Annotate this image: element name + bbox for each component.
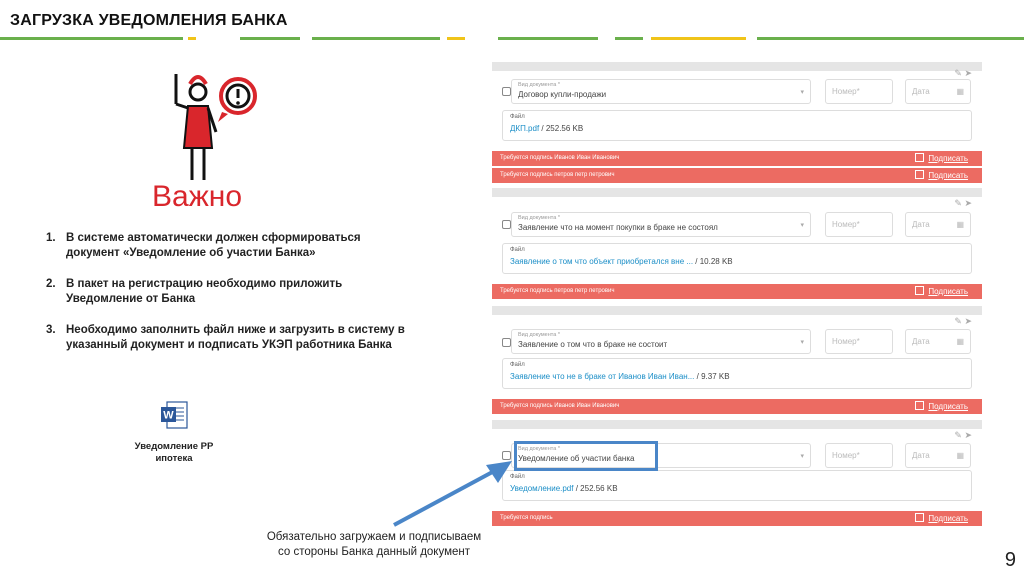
file-label: Файл xyxy=(510,474,525,480)
panel-divider xyxy=(492,420,982,429)
document-type-select[interactable] xyxy=(511,79,811,104)
title-rule-segment xyxy=(757,37,1024,40)
sign-button-label: Подписать xyxy=(928,402,968,411)
signature-required-text: Требуется подпись петров петр петрович xyxy=(500,172,615,178)
highlight-box xyxy=(514,441,658,471)
chevron-down-icon: ▾ xyxy=(800,89,804,96)
signature-required-bar xyxy=(492,511,982,526)
signature-required-bar xyxy=(492,151,982,166)
document-number-input[interactable] xyxy=(825,212,893,237)
document-type-value: Уведомление об участии банка xyxy=(518,454,635,463)
file-field xyxy=(502,470,972,501)
document-type-select[interactable] xyxy=(511,212,811,237)
chevron-down-icon: ▾ xyxy=(800,453,804,460)
calendar-icon: ▦ xyxy=(956,451,964,460)
title-rule-segment xyxy=(447,37,465,40)
send-icon[interactable]: ➤ xyxy=(964,68,972,78)
file-label: Файл xyxy=(510,114,525,120)
sign-button[interactable] xyxy=(915,153,968,163)
sign-button-label: Подписать xyxy=(928,514,968,523)
sign-icon xyxy=(915,286,924,295)
panel-divider xyxy=(492,188,982,197)
instruction-number: 2. xyxy=(46,278,56,290)
title-rule-segment xyxy=(240,37,300,40)
file-link[interactable]: Заявление что не в браке от Иванов Иван Иван... xyxy=(510,372,695,381)
panel-divider xyxy=(492,306,982,315)
document-type-label: Вид документа * xyxy=(518,446,560,452)
sign-icon xyxy=(915,513,924,522)
calendar-icon: ▦ xyxy=(956,220,964,229)
file-field xyxy=(502,358,972,389)
callout-text xyxy=(254,530,494,560)
document-checkbox[interactable] xyxy=(502,338,511,347)
date-placeholder: Дата xyxy=(912,87,930,96)
title-rule-segment xyxy=(498,37,598,40)
slide-title: ЗАГРУЗКА УВЕДОМЛЕНИЯ БАНКА xyxy=(10,12,288,29)
file-size: / 252.56 KB xyxy=(541,124,584,133)
file-size: / 252.56 KB xyxy=(575,484,618,493)
document-checkbox[interactable] xyxy=(502,220,511,229)
document-date-input[interactable] xyxy=(905,329,971,354)
title-rule-segment xyxy=(312,37,440,40)
date-placeholder: Дата xyxy=(912,337,930,346)
file-size: / 10.28 KB xyxy=(695,257,733,266)
file-label: Файл xyxy=(510,247,525,253)
page-number: 9 xyxy=(1004,549,1016,571)
signature-required-bar xyxy=(492,168,982,183)
document-number-input[interactable] xyxy=(825,79,893,104)
chevron-down-icon: ▾ xyxy=(800,222,804,229)
edit-icon[interactable]: ✎ xyxy=(954,198,962,208)
document-checkbox[interactable] xyxy=(502,87,511,96)
sign-icon xyxy=(915,401,924,410)
signature-required-text: Требуется подпись Иванов Иван Иванович xyxy=(500,155,620,161)
document-number-input[interactable] xyxy=(825,443,893,468)
calendar-icon: ▦ xyxy=(956,337,964,346)
date-placeholder: Дата xyxy=(912,451,930,460)
date-placeholder: Дата xyxy=(912,220,930,229)
document-date-input[interactable] xyxy=(905,79,971,104)
title-rule-segment xyxy=(188,37,196,40)
title-rule-segment xyxy=(615,37,643,40)
number-placeholder: Номер* xyxy=(832,337,860,346)
svg-text:W: W xyxy=(163,409,174,422)
edit-icon[interactable]: ✎ xyxy=(954,430,962,440)
document-actions[interactable] xyxy=(954,198,972,209)
signature-required-text: Требуется подпись Иванов Иван Иванович xyxy=(500,403,620,409)
send-icon[interactable]: ➤ xyxy=(964,316,972,326)
sign-button-label: Подписать xyxy=(928,287,968,296)
edit-icon[interactable]: ✎ xyxy=(954,68,962,78)
panel-divider xyxy=(492,62,982,71)
instruction-item xyxy=(46,277,416,307)
send-icon[interactable]: ➤ xyxy=(964,198,972,208)
signature-required-text: Требуется подпись xyxy=(500,515,553,521)
embedded-word-file[interactable] xyxy=(126,400,222,465)
document-type-label: Вид документа * xyxy=(518,332,560,338)
document-type-label: Вид документа * xyxy=(518,82,560,88)
instruction-number: 3. xyxy=(46,324,56,336)
document-type-value: Заявление о том что в браке не состоит xyxy=(518,340,668,349)
document-type-value: Договор купли-продажи xyxy=(518,90,607,99)
sign-button-label: Подписать xyxy=(928,154,968,163)
instruction-number: 1. xyxy=(46,232,56,244)
title-rule-segment xyxy=(651,37,746,40)
instruction-text: Необходимо заполнить файл ниже и загрузить в систему в указанный документ и подписать УКЭП работника Банка xyxy=(66,324,405,351)
document-actions[interactable] xyxy=(954,316,972,327)
document-date-input[interactable] xyxy=(905,443,971,468)
chevron-down-icon: ▾ xyxy=(800,339,804,346)
sign-icon xyxy=(915,153,924,162)
signature-required-text: Требуется подпись петров петр петрович xyxy=(500,288,615,294)
pointer-arrow-icon xyxy=(380,455,520,535)
sign-button-label: Подписать xyxy=(928,171,968,180)
sign-button[interactable] xyxy=(915,401,968,411)
document-number-input[interactable] xyxy=(825,329,893,354)
document-actions[interactable] xyxy=(954,68,972,79)
signature-required-bar xyxy=(492,399,982,414)
file-field xyxy=(502,243,972,274)
send-icon[interactable]: ➤ xyxy=(964,430,972,440)
instruction-text: В системе автоматически должен сформироваться документ «Уведомление об участии Банка» xyxy=(66,232,361,259)
file-link[interactable]: Заявление о том что объект приобретался вне ... xyxy=(510,257,694,266)
callout-line: со стороны Банка данный документ xyxy=(277,546,471,558)
instruction-item xyxy=(46,323,416,353)
callout-line: Обязательно загружаем и подписываем xyxy=(266,531,482,543)
word-document-icon xyxy=(159,400,189,430)
number-placeholder: Номер* xyxy=(832,87,860,96)
word-file-name: Уведомление РР ипотека xyxy=(134,441,214,464)
instruction-item xyxy=(46,231,416,261)
document-date-input[interactable] xyxy=(905,212,971,237)
edit-icon[interactable]: ✎ xyxy=(954,316,962,326)
title-rule-segment xyxy=(0,37,183,40)
sign-button[interactable] xyxy=(915,513,968,523)
document-actions[interactable] xyxy=(954,430,972,441)
document-type-label: Вид документа * xyxy=(518,215,560,221)
file-link[interactable]: Уведомление.pdf xyxy=(510,484,574,493)
file-label: Файл xyxy=(510,362,525,368)
important-title: Важно xyxy=(152,180,243,213)
warning-person-icon xyxy=(160,68,260,188)
document-type-value: Заявление что на момент покупки в браке не состоял xyxy=(518,223,718,232)
number-placeholder: Номер* xyxy=(832,451,860,460)
sign-button[interactable] xyxy=(915,170,968,180)
instruction-text: В пакет на регистрацию необходимо приложить Уведомление от Банка xyxy=(66,278,343,305)
file-link[interactable]: ДКП.pdf xyxy=(510,124,540,133)
sign-icon xyxy=(915,170,924,179)
number-placeholder: Номер* xyxy=(832,220,860,229)
sign-button[interactable] xyxy=(915,286,968,296)
document-type-select[interactable] xyxy=(511,329,811,354)
signature-required-bar xyxy=(492,284,982,299)
calendar-icon: ▦ xyxy=(956,87,964,96)
file-field xyxy=(502,110,972,141)
instructions-list xyxy=(46,231,416,369)
file-size: / 9.37 KB xyxy=(696,372,730,381)
